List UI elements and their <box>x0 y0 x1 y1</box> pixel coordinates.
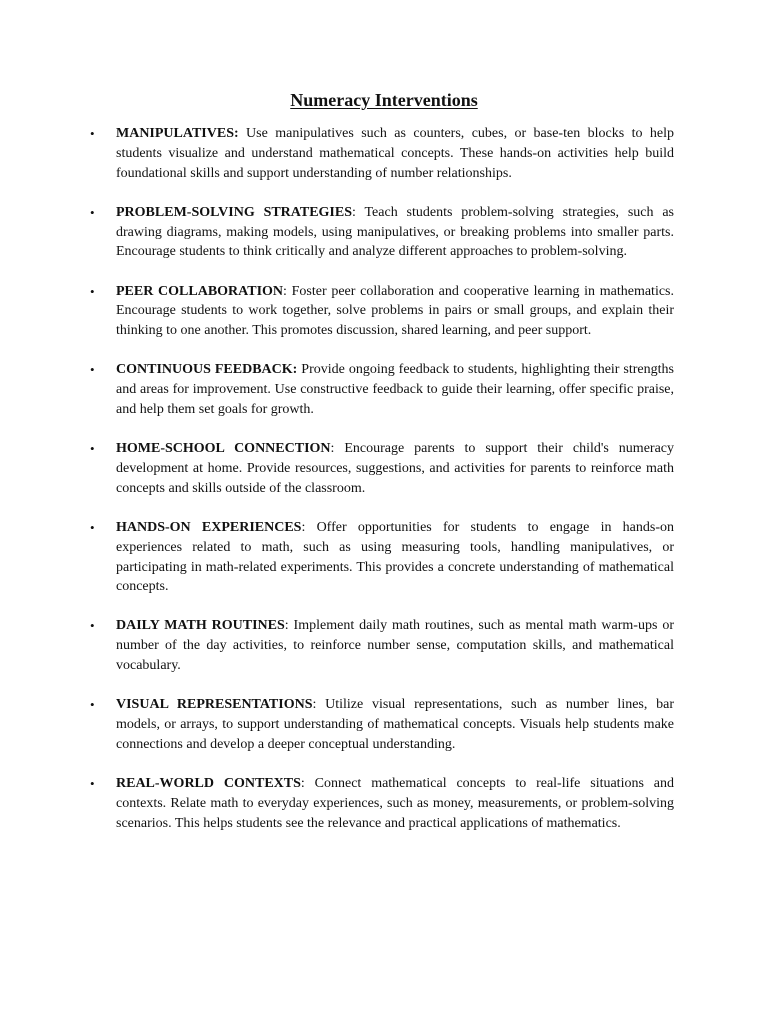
item-term: MANIPULATIVES: <box>116 126 239 141</box>
bullet-icon: • <box>90 283 95 299</box>
document-title: Numeracy Interventions <box>290 90 478 110</box>
item-term: PROBLEM-SOLVING STRATEGIES <box>116 204 353 220</box>
bullet-icon: • <box>90 776 95 792</box>
bullet-icon: • <box>90 618 95 634</box>
list-item <box>90 282 674 341</box>
bullet-icon: • <box>90 362 95 378</box>
bullet-icon: • <box>90 204 95 220</box>
bullet-icon: • <box>90 697 95 713</box>
list-item <box>90 518 674 597</box>
item-term: HOME-SCHOOL CONNECTION <box>116 441 331 457</box>
list-item <box>90 774 674 833</box>
list-item <box>90 616 674 675</box>
item-text: : Utilize visual representations, such as number lines, bar models, or arrays, to support understanding of mathematical concepts. Visuals help students make connections and develop a deeper conceptual understanding. <box>116 697 674 752</box>
item-term: HANDS-ON EXPERIENCES <box>116 519 302 535</box>
bullet-icon: • <box>90 126 95 141</box>
list-item <box>90 439 674 498</box>
item-term: REAL-WORLD CONTEXTS <box>116 776 301 792</box>
item-term: DAILY MATH ROUTINES <box>116 618 285 634</box>
bullet-icon: • <box>90 519 95 535</box>
item-text: : Connect mathematical concepts to real-life situations and contexts. Relate math to everyday experiences, such as money, measurements, or problem-solving scenarios. This helps students see the relevance and practical applications of mathematics. <box>116 776 674 831</box>
item-text: Provide ongoing feedback to students, highlighting their strengths and areas for improvement. Use constructive feedback to guide their learning, offer specific praise, and help them set goals for growth. <box>116 362 674 417</box>
list-item <box>90 360 674 419</box>
item-text: Use manipulatives such as counters, cubes, or base-ten blocks to help students visualize and understand mathematical concepts. These hands-on activities help build foundational skills and support understanding of number relationships. <box>116 126 674 181</box>
item-term: VISUAL REPRESENTATIONS <box>116 697 313 713</box>
item-term: PEER COLLABORATION <box>116 283 284 299</box>
list-item <box>90 203 674 262</box>
list-item <box>90 695 674 754</box>
list-item <box>90 124 674 183</box>
item-text: : Offer opportunities for students to engage in hands-on experiences related to math, such as using measuring tools, handling manipulatives, or participating in math-related experiments. This provides a concrete understanding of mathematical concepts. <box>116 519 674 595</box>
item-text: : Teach students problem-solving strategies, such as drawing diagrams, making models, using manipulatives, or breaking problems into smaller parts. Encourage students to think critically and analyze different approaches to problem-solving. <box>116 204 675 260</box>
item-text: : Implement daily math routines, such as mental math warm-ups or number of the day activities, to reinforce number sense, computation skills, and mathematical vocabulary. <box>116 618 674 674</box>
bullet-icon: • <box>90 441 95 457</box>
item-term: CONTINUOUS FEEDBACK: <box>116 362 298 378</box>
intervention-list <box>90 124 674 853</box>
item-text: : Foster peer collaboration and cooperative learning in mathematics. Encourage students to work together, solve problems in pairs or small groups, and explain their thinking to one another. This promotes discussion, shared learning, and peer support. <box>116 283 674 339</box>
item-text: : Encourage parents to support their child's numeracy development at home. Provide resources, suggestions, and activities for parents to reinforce math concepts and skills outside of the classroom. <box>116 441 674 496</box>
